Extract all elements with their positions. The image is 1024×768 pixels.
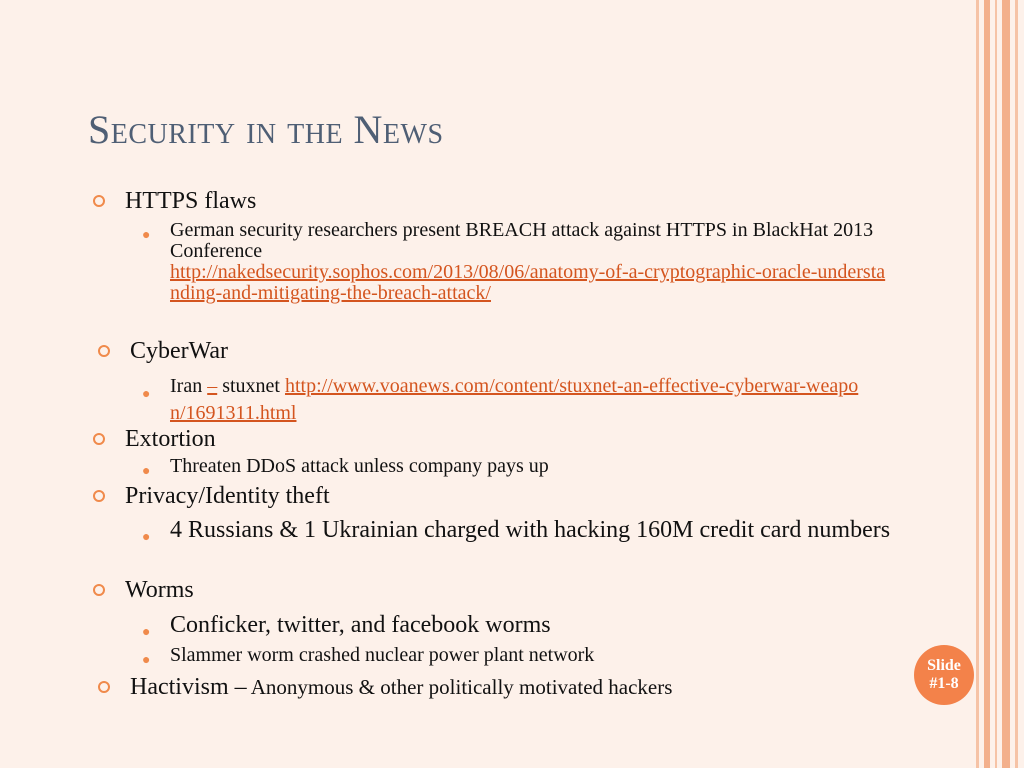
list-item-label: Extortion — [125, 426, 216, 452]
sub-item-text: Threaten DDoS attack unless company pays up — [170, 455, 549, 477]
list-item-label: Worms — [125, 577, 194, 603]
sub-item-text: 4 Russians & 1 Ukrainian charged with hacking 160M credit card numbers — [170, 517, 891, 543]
bullet-icon — [93, 433, 105, 445]
list-item — [125, 425, 216, 453]
bullet-icon: ● — [142, 464, 151, 479]
sub-item-text: Conficker, twitter, and facebook worms — [170, 612, 551, 638]
list-item-detail: Anonymous & other politically motivated hackers — [246, 675, 673, 699]
article-link[interactable]: http://nakedsecurity.sophos.com/2013/08/06/anatomy-of-a-cryptographic-oracle-understanding-and-mitigating-the-breach-attack/ — [170, 261, 886, 304]
sub-list-item — [142, 611, 551, 640]
bullet-icon: ● — [142, 387, 151, 402]
article-link[interactable]: http://www.voanews.com/content/stuxnet-an-effective-cyberwar-weapon/1691311.html — [170, 375, 859, 424]
list-item — [130, 337, 228, 365]
dash-link[interactable]: – — [207, 375, 218, 397]
sub-list-item — [142, 644, 595, 668]
list-item-label: Privacy/Identity theft — [125, 483, 330, 509]
bullet-icon — [93, 195, 105, 207]
sub-list-item — [142, 516, 950, 545]
sub-item-text: German security researchers present BREACH attack against HTTPS in BlackHat 2013 Conference — [170, 219, 874, 262]
list-item — [125, 576, 194, 604]
page-title: Security in the News — [88, 107, 444, 152]
list-item-label: CyberWar — [130, 338, 229, 364]
decorative-stripes — [974, 0, 1024, 768]
list-item-label: HTTPS flaws — [125, 188, 257, 214]
list-item — [125, 482, 330, 510]
list-item — [125, 187, 256, 215]
badge-label: Slide — [927, 657, 961, 674]
sub-item-text: Slammer worm crashed nuclear power plant network — [170, 644, 595, 666]
bullet-icon — [93, 490, 105, 502]
bullet-icon: ● — [142, 228, 151, 243]
bullet-icon: ● — [142, 625, 151, 640]
bullet-icon: ● — [142, 530, 151, 545]
sub-item-text: stuxnet — [217, 375, 285, 397]
sub-list-item — [142, 219, 890, 304]
bullet-icon — [98, 681, 110, 693]
bullet-icon — [98, 345, 110, 357]
list-item — [130, 673, 672, 701]
sub-item-text: Iran — [170, 375, 208, 397]
sub-list-item — [142, 455, 549, 479]
bullet-icon — [93, 584, 105, 596]
badge-number: #1-8 — [929, 675, 959, 692]
bullet-icon: ● — [142, 653, 151, 668]
sub-list-item — [142, 373, 870, 427]
list-item-label: Hactivism – — [130, 674, 247, 700]
slide-number-badge — [914, 645, 974, 705]
